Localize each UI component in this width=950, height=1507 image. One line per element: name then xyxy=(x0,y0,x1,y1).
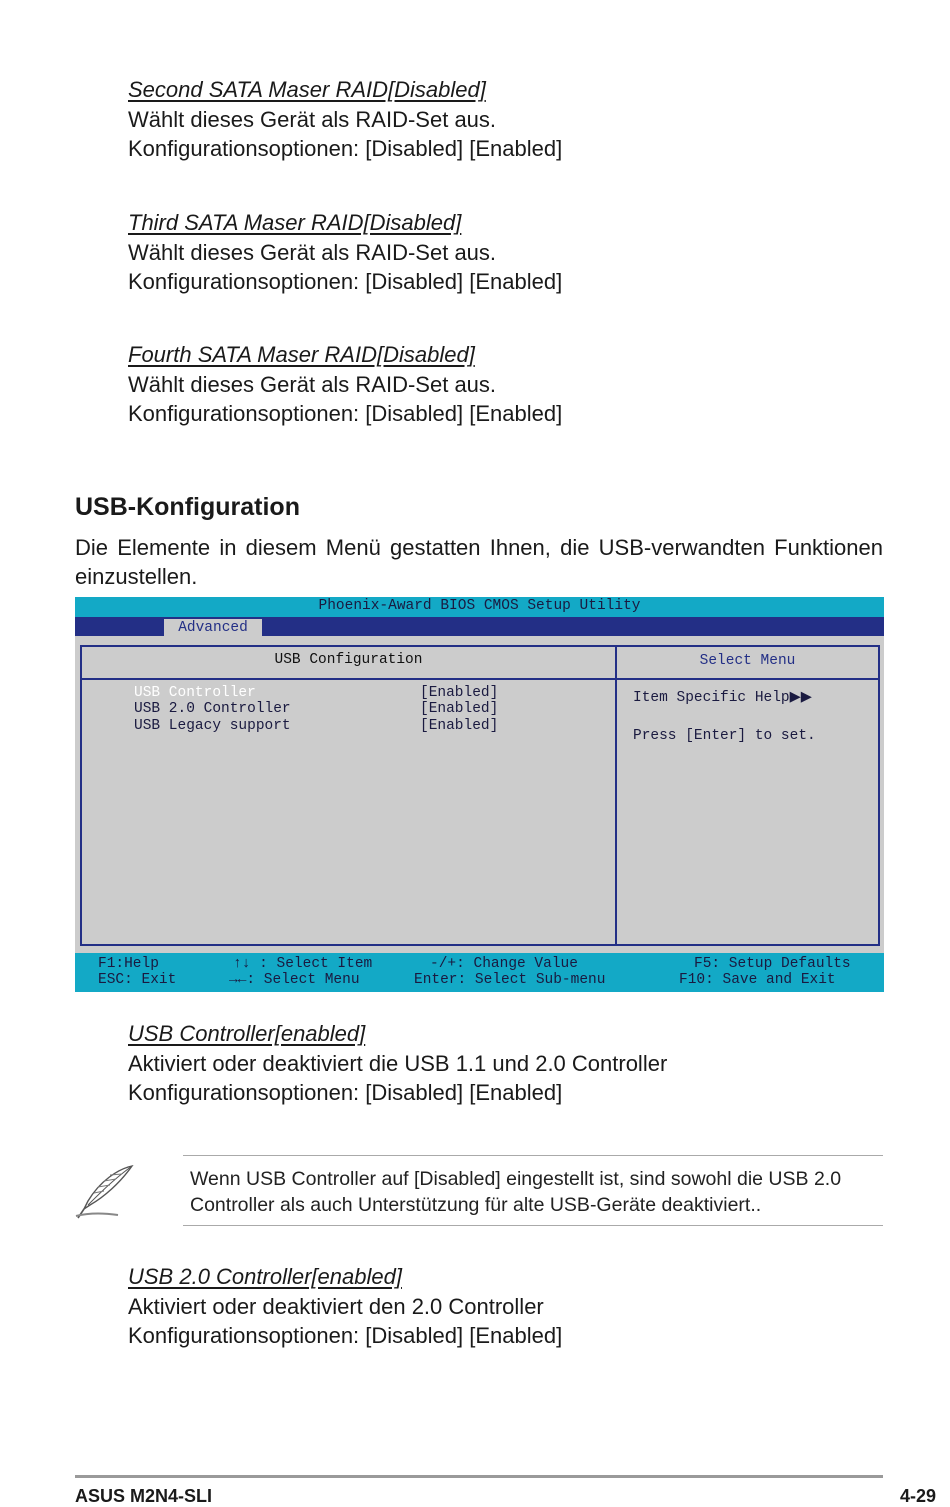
bios-value-usb-legacy[interactable]: [Enabled] xyxy=(420,718,499,734)
setting-item-second-sata xyxy=(128,75,562,164)
footer-product-name: ASUS M2N4-SLI xyxy=(75,1486,213,1506)
setting-item-fourth-sata xyxy=(128,340,562,429)
setting-options: Konfigurationsoptionen: [Disabled] [Enabled] xyxy=(128,269,563,294)
key-change-value: -/+: Change Value xyxy=(430,956,578,972)
setting-item-usb-controller xyxy=(128,1019,667,1108)
setting-item-third-sata xyxy=(128,208,562,297)
bios-help-text: Press [Enter] to set. xyxy=(633,728,816,744)
setting-title: Fourth SATA Maser RAID[Disabled] xyxy=(128,342,475,367)
divider xyxy=(617,678,878,680)
setting-item-usb2-controller xyxy=(128,1262,562,1351)
bios-utility-title: Phoenix-Award BIOS CMOS Setup Utility xyxy=(318,598,641,614)
setting-description: Wählt dieses Gerät als RAID-Set aus. xyxy=(128,239,497,265)
bios-item-usb-controller[interactable]: USB Controller xyxy=(134,685,256,701)
bios-item-usb2-controller[interactable]: USB 2.0 Controller xyxy=(134,701,291,717)
setting-title: Third SATA Maser RAID[Disabled] xyxy=(128,210,462,235)
setting-description: Aktiviert oder deaktiviert die USB 1.1 und 2.0 Controller xyxy=(128,1050,668,1076)
section-intro: Die Elemente in diesem Menü gestatten Ihnen, die USB-verwandten Funktionen einzustellen. xyxy=(75,535,883,589)
bios-screen xyxy=(75,597,884,992)
divider xyxy=(82,678,615,680)
setting-description: Wählt dieses Gerät als RAID-Set aus. xyxy=(128,106,497,132)
note-quill-icon xyxy=(74,1163,136,1226)
note-line-2: Controller als auch Unterstützung für alte USB-Geräte deaktiviert.. xyxy=(190,1194,762,1216)
bios-item-usb-legacy[interactable]: USB Legacy support xyxy=(134,718,291,734)
bios-side-title: Select Menu xyxy=(699,653,796,669)
setting-description: Aktiviert oder deaktiviert den 2.0 Controller xyxy=(128,1293,544,1319)
setting-title: USB Controller[enabled] xyxy=(128,1021,366,1046)
key-select-item: ↑↓ : Select Item xyxy=(233,956,373,972)
tab-advanced[interactable]: Advanced xyxy=(164,619,262,639)
key-f5-defaults: F5: Setup Defaults xyxy=(694,956,851,972)
setting-title: Second SATA Maser RAID[Disabled] xyxy=(128,77,486,102)
key-esc-exit: ESC: Exit xyxy=(98,972,177,988)
setting-title: USB 2.0 Controller[enabled] xyxy=(128,1264,402,1289)
bios-title-bar xyxy=(75,597,884,617)
note-text xyxy=(190,1166,841,1218)
key-f10-save: F10: Save and Exit xyxy=(679,972,836,988)
bios-value-usb-controller[interactable]: [Enabled] xyxy=(420,685,499,701)
section-heading: USB-Konfiguration xyxy=(75,493,300,521)
key-select-menu: →←: Select Menu xyxy=(229,972,360,988)
footer-page-number: 4-29 xyxy=(899,1486,936,1506)
setting-options: Konfigurationsoptionen: [Disabled] [Enabled] xyxy=(128,136,563,161)
note-bottom-rule xyxy=(183,1225,883,1226)
bios-panel-title: USB Configuration xyxy=(274,652,423,668)
setting-options: Konfigurationsoptionen: [Disabled] [Enabled] xyxy=(128,1080,563,1105)
bios-help-title: Item Specific Help▶▶ xyxy=(633,690,812,706)
setting-options: Konfigurationsoptionen: [Disabled] [Enabled] xyxy=(128,401,563,426)
bios-main-panel xyxy=(80,645,617,946)
bios-key-legend xyxy=(75,953,884,992)
setting-options: Konfigurationsoptionen: [Disabled] [Enabled] xyxy=(128,1323,563,1348)
key-f1-help: F1:Help xyxy=(98,956,159,972)
note-top-rule xyxy=(183,1155,883,1156)
footer-rule xyxy=(75,1475,883,1478)
key-enter-submenu: Enter: Select Sub-menu xyxy=(414,972,606,988)
setting-description: Wählt dieses Gerät als RAID-Set aus. xyxy=(128,371,497,397)
bios-value-usb2-controller[interactable]: [Enabled] xyxy=(420,701,499,717)
bios-help-panel xyxy=(617,645,880,946)
note-line-1: Wenn USB Controller auf [Disabled] eingestellt ist, sind sowohl die USB 2.0 xyxy=(190,1168,842,1190)
